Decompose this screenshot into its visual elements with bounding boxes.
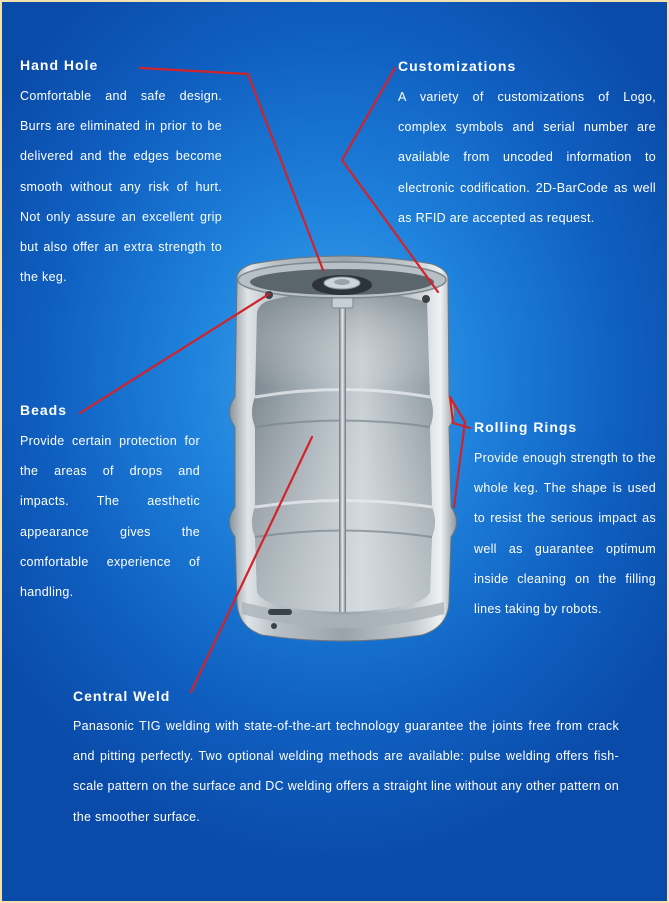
central-weld-callout-line xyxy=(191,437,312,692)
customizations-description: A variety of customizations of Logo, complex symbols and serial number are available from uncoded information to electronic codification. 2D-BarCode as well as RFID are accepted as request. xyxy=(398,90,656,225)
rolling-rings-description: Provide enough strength to the whole keg. The shape is used to resist the serious impact as well as guarantee optimum inside cleaning on the filling lines taking by robots. xyxy=(474,451,656,617)
central-weld-title: Central Weld xyxy=(73,688,171,704)
rolling-rings-title: Rolling Rings xyxy=(474,419,578,435)
customizations-title: Customizations xyxy=(398,58,517,74)
beads-title: Beads xyxy=(20,402,68,418)
beads-callout-line xyxy=(80,294,269,413)
infographic-panel xyxy=(2,2,667,901)
rolling-rings-callout-line xyxy=(450,397,470,507)
central-weld-description: Panasonic TIG welding with state-of-the-art technology guarantee the joints free from crack and pitting perfectly. Two optional welding methods are available: pulse welding offers fish-scale pattern on the surface and DC welding offers a straight line without any other pattern on the smoother surface. xyxy=(73,719,619,824)
beads-description: Provide certain protection for the areas of drops and impacts. The aesthetic appearance gives the comfortable experience of handling. xyxy=(20,434,200,600)
hand-hole-title: Hand Hole xyxy=(20,57,99,73)
hand-hole-description: Comfortable and safe design. Burrs are eliminated in prior to be delivered and the edges become smooth without any risk of hurt. Not only assure an excellent grip but also offer an extra strength to the keg. xyxy=(20,89,222,285)
